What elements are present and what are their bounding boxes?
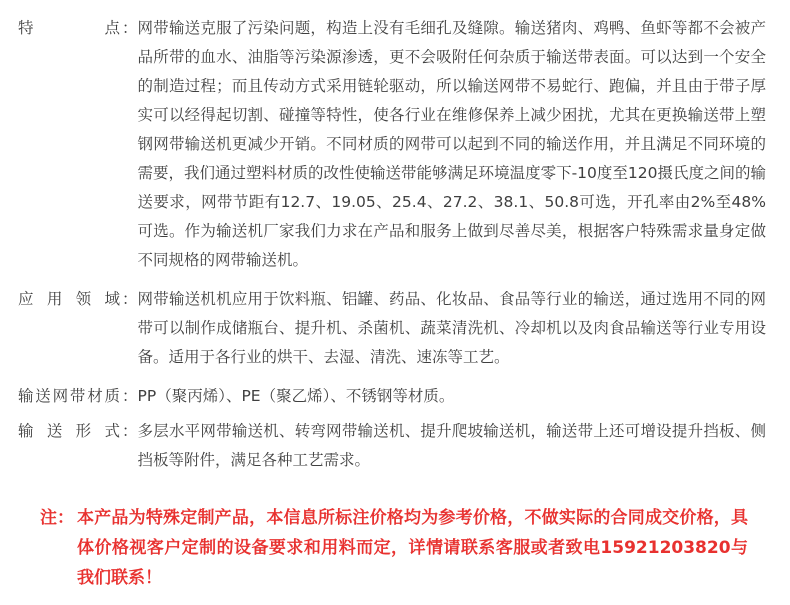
- spec-label-belt-material: 输送网带材质: [18, 387, 120, 405]
- spec-row-conveying-type: [18, 417, 766, 475]
- spec-value-applications: 网带输送机机应用于饮料瓶、铝罐、药品、化妆品、食品等行业的输送，通过选用不同的网带可以制作成储瓶台、提升机、杀菌机、蔬菜清洗机、冷却机以及肉食品输送等行业专用设备。适用于各行业的烘干、去湿、清洗、速冻等工艺。: [137, 290, 766, 366]
- note-colon: ：: [57, 508, 74, 528]
- spec-label-conveying-type: 输送形式: [18, 422, 120, 440]
- spec-value-features: 网带输送克服了污染问题，构造上没有毛细孔及缝隙。输送猪肉、鸡鸭、鱼虾等都不会被产品所带的血水、油脂等污染源渗透，更不会吸附任何杂质于输送带表面。可以达到一个安全的制造过程；而且传动方式采用链轮驱动，所以输送网带不易蛇行、跑偏，并且由于带子厚实可以经得起切割、碰撞等特性，使各行业在维修保养上减少困扰，尤其在更换输送带上塑钢网带输送机更减少开销。不同材质的网带可以起到不同的输送作用，并且满足不同环境的需要，我们通过塑料材质的改性使输送带能够满足环境温度零下-10度至120摄氏度之间的输送要求，网带节距有12.7、19.05、25.4、27.2、38.1、50.8可选，开孔率由2%至48%可选。作为输送机厂家我们力求在产品和服务上做到尽善尽美，根据客户特殊需求量身定做不同规格的网带输送机。: [137, 19, 766, 269]
- spec-colon-conveying-type: ：: [122, 422, 138, 440]
- spec-colon-applications: ：: [122, 290, 138, 308]
- spec-colon-belt-material: ：: [122, 387, 138, 405]
- spec-value-conveying-type: 多层水平网带输送机、转弯网带输送机、提升爬坡输送机，输送带上还可增设提升挡板、侧挡板等附件，满足各种工艺需求。: [137, 422, 766, 469]
- spec-label-features: 特点: [18, 19, 120, 37]
- note-text: 本产品为特殊定制产品，本信息所标注价格均为参考价格，不做实际的合同成交价格，具体价格视客户定制的设备要求和用料而定，详情请联系客服或者致电15921203820与我们联系！: [77, 508, 748, 588]
- spec-label-applications: 应用领域: [18, 290, 120, 308]
- spec-value-belt-material: PP（聚丙烯）、PE（聚乙烯）、不锈钢等材质。: [137, 387, 455, 405]
- spec-colon-features: ：: [122, 19, 138, 37]
- spec-row-features: [18, 14, 766, 275]
- note-label: 注: [40, 508, 57, 528]
- spec-row-belt-material: [18, 382, 766, 411]
- note-block: [18, 503, 766, 593]
- spec-row-applications: [18, 285, 766, 372]
